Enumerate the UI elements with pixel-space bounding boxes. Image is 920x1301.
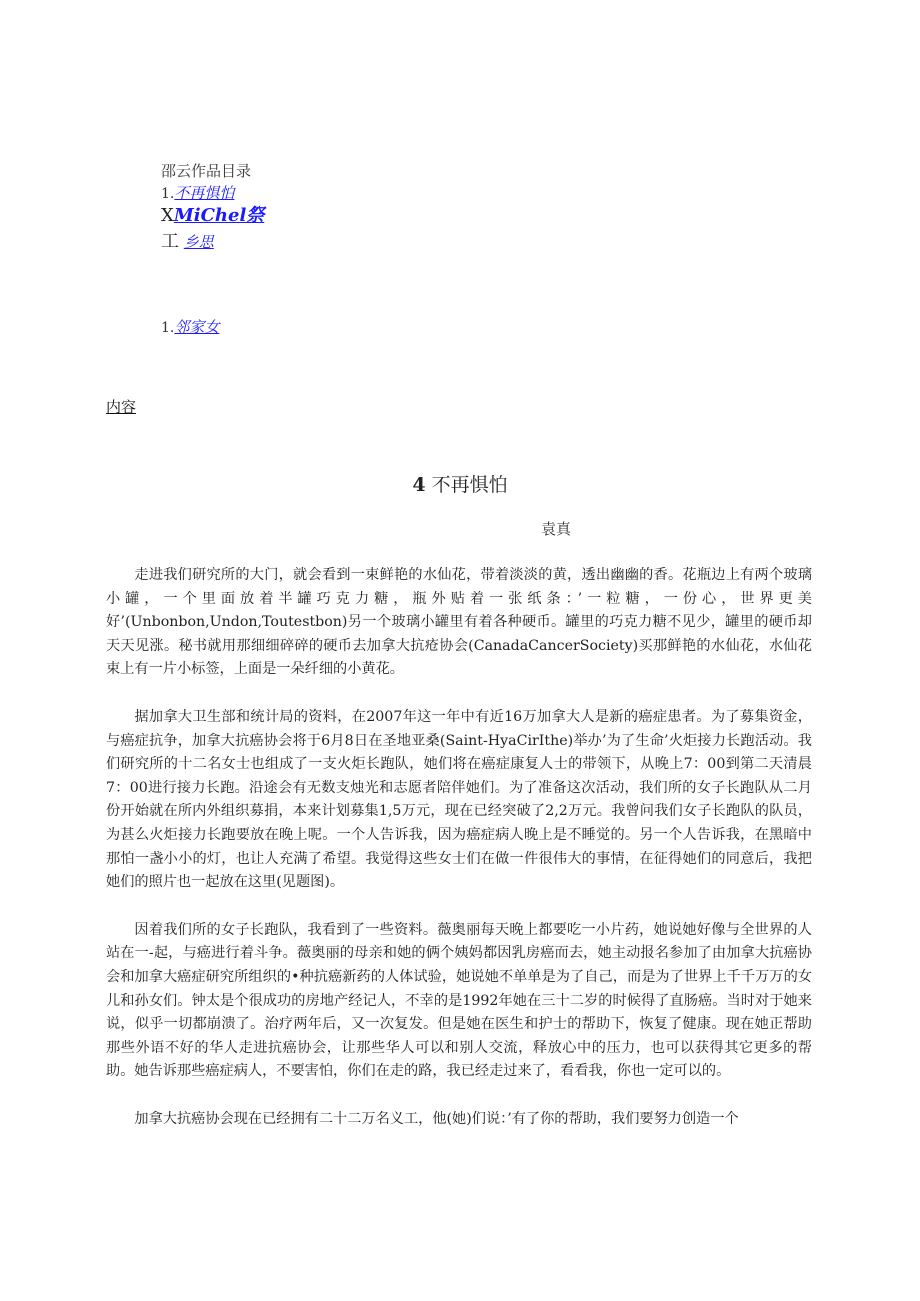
toc-title: 邵云作品目录 [161,162,252,180]
article-body [106,564,812,1155]
toc-link-bu-zai-ju-pa[interactable]: 不再惧怕 [174,184,235,202]
toc-item-4-number: 1. [161,320,175,336]
toc-item-1 [161,182,264,205]
toc-item-3-prefix: 工 [161,231,179,252]
toc-link-michel[interactable]: MiChel祭 [173,205,265,226]
toc-item-1-number: 1. [161,186,175,202]
article-title [0,470,920,497]
article-author: 袁真 [541,520,572,538]
toc-item-2-prefix: X [161,205,174,226]
article-title-text: 不再惧怕 [431,474,508,496]
paragraph: 加拿大抗癌协会现在已经拥有二十二万名义工，他(她)们说：’有了你的帮助，我们要努力创造一个 [134,1110,739,1127]
section-label-content[interactable]: 内容 [106,398,137,416]
toc-item-3 [161,231,264,253]
paragraph: 因着我们所的女子长跑队，我看到了一些资料。薇奥丽每天晚上都要吃一小片药，她说她好像与全世界的人站在一-起，与癌进行着斗争。薇奥丽的母亲和她的俩个姨妈都因乳房癌而去，她主动报名参加了由加拿大抗癌协会和加拿大癌症研究所组织的•种抗癌新药的人体试验，她说她不单单是为了自己，而是为了世界上千千万万的女儿和孙女们。钟太是个很成功的房地产经记人，不幸的是1992年她在三十二岁的时候得了直肠癌。当时对于她来说，似乎一切都崩溃了。治疗两年后，又一次复发。但是她在医生和护士的帮助下，恢复了健康。现在她正帮助那些外语不好的华人走进抗癌协会，让那些华人可以和别人交流，释放心中的压力，也可以获得其它更多的帮助。她告诉那些癌症病人，不要害怕，你们在走的路，我已经走过来了，看看我，你也一定可以的。 [106,921,812,1080]
article-title-number: 4 [412,474,426,496]
paragraph: 走进我们研究所的大门，就会看到一束鲜艳的水仙花，带着淡淡的黄，透出幽幽的香。花瓶边上有两个玻璃小罐，一个里面放着半罐巧克力糖，瓶外贴着一张纸条：’一粒糖，一份心，世界更美好’(Unbonbon,Undon,Toutestbon)另一个玻璃小罐里有着各种硬币。罐里的巧克力糖不见少，罐里的硬币却天天见涨。秘书就用那细细碎碎的硬币去加拿大抗疮协会(CanadaCancerSociety)买那鲜艳的水仙花，水仙花束上有一片小标签，上面是一朵纤细的小黄花。 [106,567,812,678]
toc-link-xiang-si[interactable]: 乡思 [183,233,214,251]
paragraph: 据加拿大卫生部和统计局的资料，在2007年这一年中有近16万加拿大人是新的癌症患者。为了募集资金，与癌症抗争，加拿大抗癌协会将于6月8日在圣地亚桑(Saint-HyaCirIthe)举办’为了生命’火炬接力长跑活动。我们研究所的十二名女士也组成了一支火炬长跑队，她们将在癌症康复人士的带领下，从晚上7：00到第二天清晨7：00进行接力长跑。沿途会有无数支烛光和志愿者陪伴她们。为了准备这次活动，我们所的女子长跑队从二月份开始就在所内外组织募捐，本来计划募集1,5万元，现在已经突破了2,2万元。我曾问我们女子长跑队的队员，为甚么火炬接力长跑要放在晚上呢。一个人告诉我，因为癌症病人晚上是不睡觉的。另一个人告诉我，在黑暗中那怕一盏小小的灯，也让人充满了希望。我觉得这些女士们在做一件很伟大的事情，在征得她们的同意后，我把她们的照片也一起放在这里(见题图)。 [106,708,812,891]
toc-item-2 [161,205,264,227]
toc-link-lin-jia-nv[interactable]: 邻家女 [174,318,220,336]
toc-block [161,160,264,253]
toc-item-4 [161,316,219,337]
